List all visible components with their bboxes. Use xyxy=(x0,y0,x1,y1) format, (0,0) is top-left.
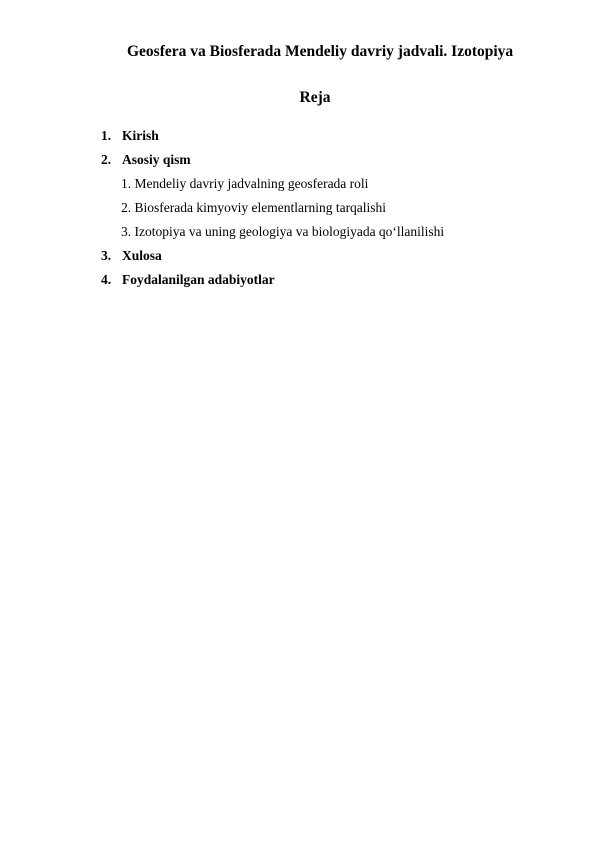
plan-item-3 xyxy=(101,244,444,268)
plan-item-1 xyxy=(101,124,444,148)
plan-list xyxy=(101,124,444,292)
plan-item-label: Xulosa xyxy=(122,248,162,263)
plan-item-label: Kirish xyxy=(122,128,159,143)
document-title: Geosfera va Biosferada Mendeliy davriy jadvali. Izotopiya xyxy=(127,43,514,60)
plan-subitem-2: 2. Biosferada kimyoviy elementlarning tarqalishi xyxy=(121,200,387,215)
plan-item-number: 1. xyxy=(101,128,112,143)
plan-item-label: Asosiy qism xyxy=(122,152,191,167)
plan-item-number: 2. xyxy=(101,152,112,167)
plan-sublist xyxy=(101,172,444,244)
plan-sublist-container xyxy=(101,172,444,244)
plan-item-number: 4. xyxy=(101,272,112,287)
plan-subitem-3: 3. Izotopiya va uning geologiya va biologiyada qo‘llanilishi xyxy=(121,224,445,239)
plan-item-2 xyxy=(101,148,444,172)
plan-subitem-1: 1. Mendeliy davriy jadvalning geosferada roli xyxy=(121,176,369,191)
plan-item-label: Foydalanilgan adabiyotlar xyxy=(122,272,275,287)
document-subtitle: Reja xyxy=(299,89,331,106)
plan-item-number: 3. xyxy=(101,248,112,263)
plan-item-4 xyxy=(101,268,444,292)
